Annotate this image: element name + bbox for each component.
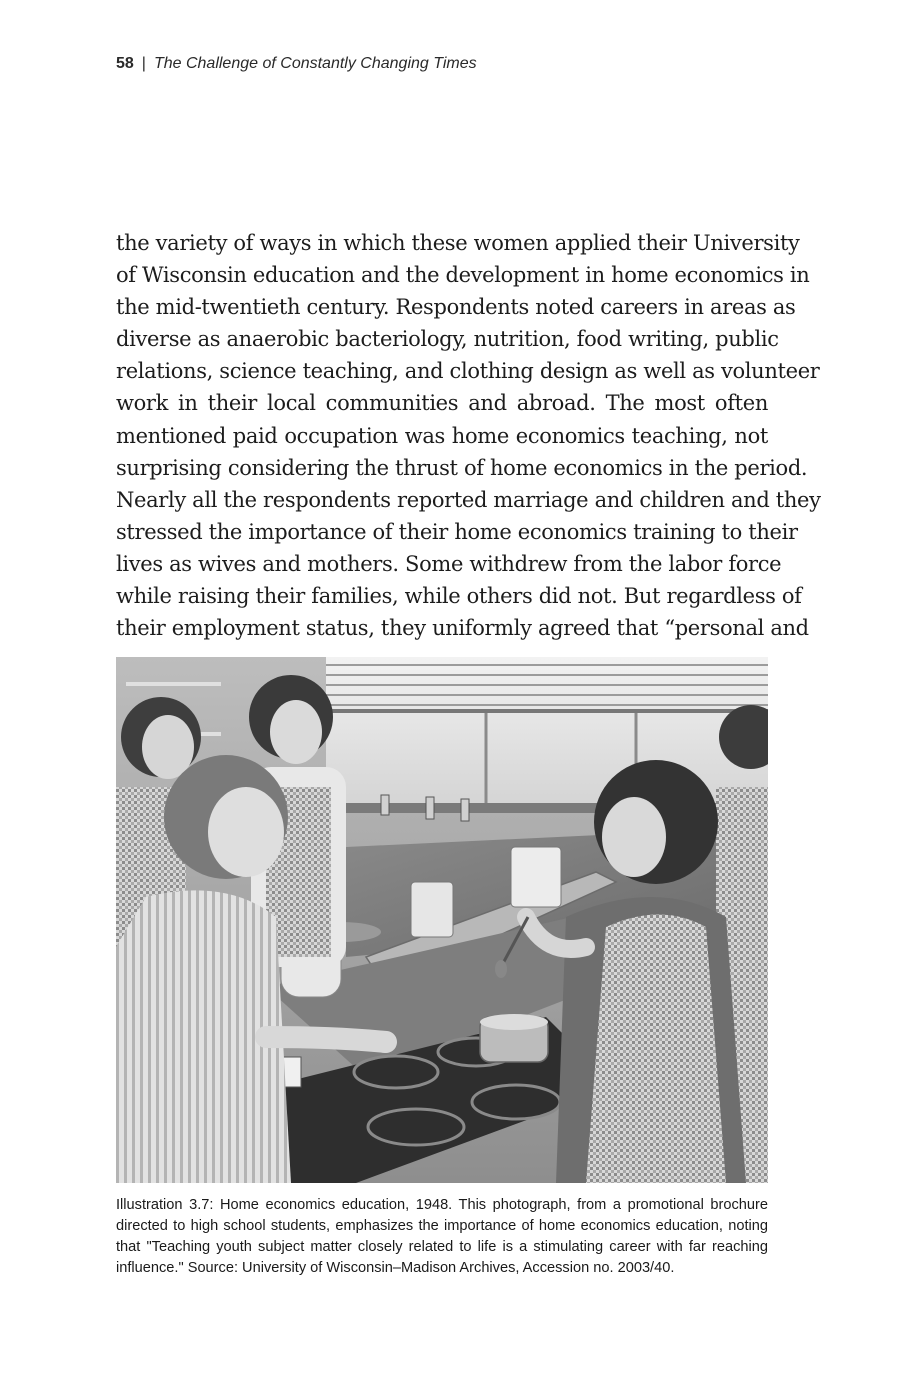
body-line: surprising considering the thrust of home economics in the period. [116,455,808,480]
body-line: their employment status, they uniformly agreed that “personal and [116,616,809,641]
body-line: stressed the importance of their home economics training to their [116,519,798,544]
body-line: mentioned paid occupation was home economics teaching, not [116,423,768,448]
body-line: of Wisconsin education and the development in home economics in [116,263,810,288]
caption-line: influence." Source: University of Wisconsin–Madison Archives, Accession no. 2003/40. [116,1260,675,1276]
photo-illustration [116,657,768,1183]
body-line: while raising their families, while others did not. But regardless of [116,584,802,609]
running-head [116,55,477,73]
body-paragraph [116,227,821,644]
photograph-home-economics-class [116,657,768,1183]
body-line: relations, science teaching, and clothing design as well as volunteer [116,359,820,384]
running-head-separator: | [141,55,146,72]
caption-line: that "Teaching youth subject matter closely related to life is a stimulating career with far reaching [116,1239,768,1255]
body-line: lives as wives and mothers. Some withdrew from the labor force [116,551,782,576]
caption-line: Illustration 3.7: Home economics education, 1948. This photograph, from a promotional brochure [116,1197,768,1213]
body-line: diverse as anaerobic bacteriology, nutrition, food writing, public [116,327,779,352]
page-number: 58 [116,55,134,72]
figure-caption [116,1195,768,1279]
body-line: Nearly all the respondents reported marriage and children and they [116,487,821,512]
body-line: work in their local communities and abroad. The most often [116,391,768,416]
body-line: the variety of ways in which these women applied their University [116,231,800,255]
caption-line: directed to high school students, emphasizes the importance of home economics education, noting [116,1218,768,1234]
body-line: the mid-twentieth century. Respondents noted careers in areas as [116,295,796,320]
book-title: The Challenge of Constantly Changing Times [153,55,477,72]
